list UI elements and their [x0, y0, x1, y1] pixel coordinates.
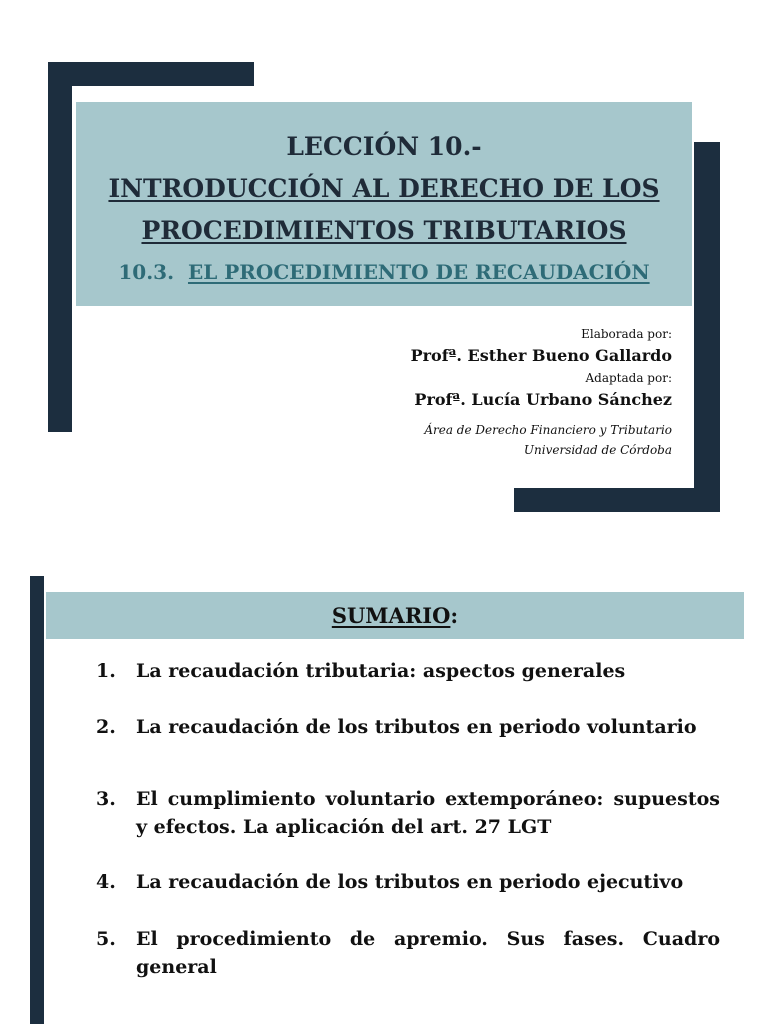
frame-bar-top-left: [48, 62, 254, 86]
list-item: [96, 657, 720, 685]
list-item-text: La recaudación de los tributos en periodo voluntario: [136, 716, 697, 738]
summary-heading-colon: :: [450, 603, 459, 628]
lesson-number: LECCIÓN 10.-: [286, 132, 482, 161]
list-item: [96, 785, 720, 841]
list-item-number: 4.: [96, 871, 116, 893]
elaborated-author: Profª. Esther Bueno Gallardo: [410, 346, 672, 365]
title-box: [76, 102, 692, 306]
title-line-2: PROCEDIMIENTOS TRIBUTARIOS: [141, 216, 627, 245]
list-item-number: 2.: [96, 716, 116, 738]
list-item: [96, 868, 720, 896]
summary-left-bar: [30, 576, 44, 1024]
list-item-text: El cumplimiento voluntario extemporáneo: supuestos y efectos. La aplicación del art. 27 LGT: [136, 788, 720, 838]
credits: [411, 324, 672, 460]
adapted-author: Profª. Lucía Urbano Sánchez: [414, 390, 672, 409]
adapted-label: Adaptada por:: [585, 371, 672, 385]
list-item-number: 3.: [96, 788, 116, 810]
department: Área de Derecho Financiero y Tributario: [424, 423, 672, 437]
summary-heading-text: SUMARIO: [331, 603, 451, 628]
frame-bar-left: [48, 62, 72, 432]
list-item-text: El procedimiento de apremio. Sus fases. Cuadro general: [136, 928, 720, 978]
subsection-name: EL PROCEDIMIENTO DE RECAUDACIÓN: [187, 260, 650, 284]
list-item-number: 1.: [96, 660, 116, 682]
elaborated-label: Elaborada por:: [581, 327, 672, 341]
subsection-title: [76, 252, 692, 292]
summary-heading: [46, 592, 744, 639]
frame-bar-right: [694, 142, 720, 512]
list-item: [96, 925, 720, 981]
list-item: [96, 713, 720, 741]
list-item-text: La recaudación tributaria: aspectos generales: [136, 660, 626, 682]
frame-bar-bottom-right: [514, 488, 720, 512]
university: Universidad de Córdoba: [523, 443, 672, 457]
subsection-number: 10.3.: [118, 260, 175, 284]
list-item-text: La recaudación de los tributos en periodo ejecutivo: [136, 871, 684, 893]
title-line-1: INTRODUCCIÓN AL DERECHO DE LOS: [108, 174, 660, 203]
list-item-number: 5.: [96, 928, 116, 950]
